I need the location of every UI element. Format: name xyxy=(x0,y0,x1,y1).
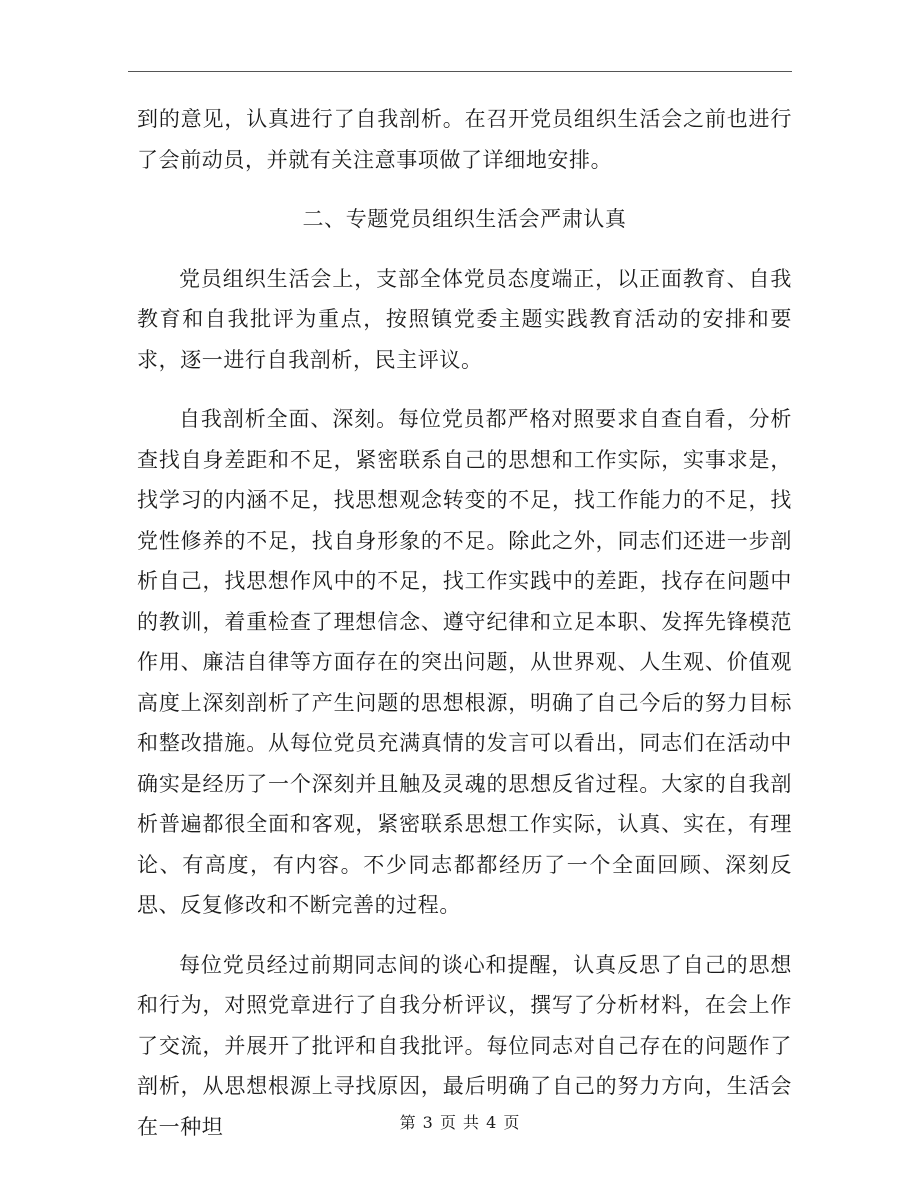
paragraph-gap xyxy=(137,926,792,945)
section-heading: 二、专题党员组织生活会严肃认真 xyxy=(302,207,627,231)
paragraph-gap xyxy=(137,240,792,259)
header-rule xyxy=(128,71,792,72)
document-body xyxy=(137,99,792,1147)
paragraph-gap xyxy=(137,380,792,399)
paragraph-self-analysis: 自我剖析全面、深刻。每位党员都严格对照要求自查自看，分析查找自身差距和不足，紧密联系自己的思想和工作实际，实事求是，找学习的内涵不足，找思想观念转变的不足，找工作能力的不足，找党性修养的不足，找自身形象的不足。除此之外，同志们还进一步剖析自己，找思想作风中的不足，找工作实践中的差距，找存在问题中的教训，着重检查了理想信念、遵守纪律和立足本职、发挥先锋模范作用、廉洁自律等方面存在的突出问题，从世界观、人生观、价值观高度上深刻剖析了产生问题的思想根源，明确了自己今后的努力目标和整改措施。从每位党员充满真情的发言可以看出，同志们在活动中确实是经历了一个深刻并且触及灵魂的思想反省过程。大家的自我剖析普遍都很全面和客观，紧密联系思想工作实际，认真、实在，有理论、有高度，有内容。不少同志都都经历了一个全面回顾、深刻反思、反复修改和不断完善的过程。 xyxy=(137,407,792,917)
paragraph-gap xyxy=(137,180,792,199)
paragraph-continued: 到的意见，认真进行了自我剖析。在召开党员组织生活会之前也进行了会前动员，并就有关注意事项做了详细地安排。 xyxy=(137,107,792,172)
paragraph-reflection: 每位党员经过前期同志间的谈心和提醒，认真反思了自己的思想和行为，对照党章进行了自我分析评议，撰写了分析材料，在会上作了交流，并展开了批评和自我批评。每位同志对自己存在的问题作了剖析，从思想根源上寻找原因，最后明确了自己的努力方向，生活会在一种坦 xyxy=(137,952,792,1139)
page-number-footer: 第 3 页 共 4 页 xyxy=(399,1113,521,1132)
paragraph-meeting: 党员组织生活会上，支部全体党员态度端正，以正面教育、自我教育和自我批评为重点，按照镇党委主题实践教育活动的安排和要求，逐一进行自我剖析，民主评议。 xyxy=(137,266,792,372)
